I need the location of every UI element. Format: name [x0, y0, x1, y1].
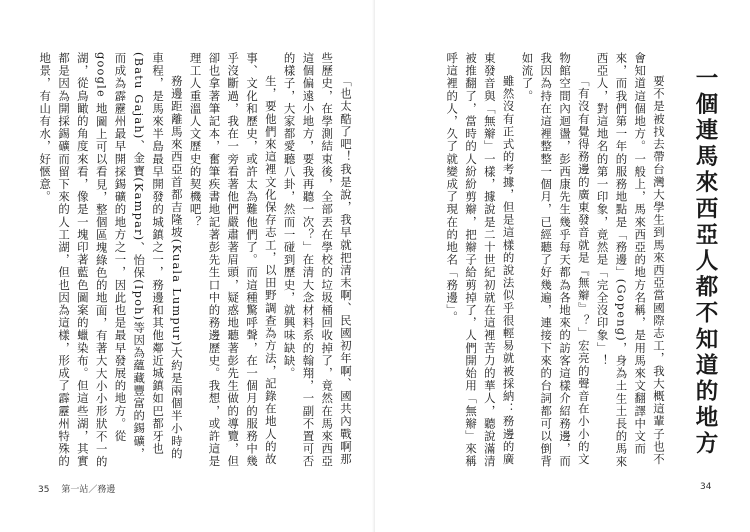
chapter-title: 一個連馬來西亞人都不知道的地方: [692, 66, 718, 458]
left-paragraph-2: 生，要他們來這裡文化保存志工，以田野調查為方法，記錄在地人的故事、文化和歷史，或許太為難他們了。而這種驚呼聲，在一個月的服務中幾乎沒斷過，我在一旁看著他們嚴肅著眉頭，疑惑地聽著彭先生做的導覽，但卻也拿著筆記本，奮筆疾書地記著彭先生口中的務邊歷史。我想，或許這是理工人重溫人文歷史的契機吧？: [188, 52, 278, 468]
left-page-body: [38, 52, 355, 472]
right-paragraph-2: 「有沒有覺得務邊的廣東發音就是『無辮』？」宏亮的聲音在小小的文物館空間內迴盪，彭西康先生幾乎每天都為各地來的訪客這樣介紹務邊，而我因為持在這裡整整一個月，已經聽了好幾遍，連接下來的台詞都可以倒背如流了。: [520, 52, 591, 468]
left-paragraph-1: 「也太酷了吧！我是說，我早就把清末啊、民國初年啊、國共內戰啊那些歷史，在學測結束後，全部丟在學校的垃圾桶回收掉了，竟然在馬來西亞這個偏遠小地方，要我再聽一次？」在清大念材料系的翰翔，一副不置可否的樣子，大家都愛聽八卦，然而一碰到歷史，就興味缺缺。: [282, 52, 353, 468]
left-paragraph-3: 務邊距離馬來西亞首都吉隆坡(Kuala Lumpur)大約是兩個半小時的車程，是馬來半島最早開發的城鎮之一，務邊和其他鄰近城鎮如巴都牙也(Batu Gajah)、金寶(Kampar)、怡保(Ipoh)等因為蘊藏豐富的錫礦，而成為霹靂州最早開採錫礦的地方之一，因此也是最早發展的地方。從 google 地圖上可以看見，整個區塊綠色的地面，有著大大小小形狀不一的湖，從鳥瞰的角度來看，像是一塊印著藍色圖案的蠟染布。但這些湖，其實都是因為開採錫礦而留下來的人工湖，但也因為這樣，形成了霹靂州特殊的地景，有山有水，好愜意。: [38, 52, 184, 469]
running-head: 第一站／務邊: [61, 485, 116, 495]
right-page-body: [440, 52, 668, 472]
right-paragraph-3: 雖然沒有正式的考據，但是這樣的說法似乎很輕易就被採納：務邊的廣東發音與「無辮」一樣，據說是二十世紀初就在這裡苦力的華人，聽說滿清被推翻了，當時的人紛紛剪辮，把辮子給剪掉了，人們開始用「無辮」來稱呼這裡的人，久了就變成了現在的地名「務邊」。: [445, 52, 516, 468]
left-page-number: 35: [38, 485, 50, 495]
left-page-footer: [38, 482, 115, 495]
right-page: [375, 0, 750, 532]
right-paragraph-1: 要不是被找去帶台灣大學生到馬來西亞當國際志工，我大概這輩子也不會知道這個地方。一般上，馬來西亞的地方名稱，是用馬來文翻譯中文而來，而我們第一年的服務地點是「務邊」(Gopeng)，身為土生土長的馬來西亞人，對這地名的第一印象，竟然是「完全沒印象」！: [595, 52, 666, 468]
right-page-number: 34: [700, 482, 712, 492]
